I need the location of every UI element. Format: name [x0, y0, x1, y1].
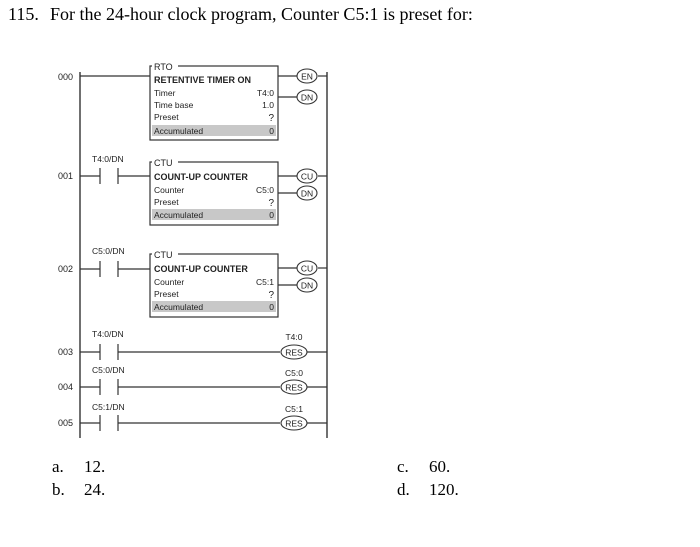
output-label: DN [300, 92, 314, 103]
contact-label: T4:0/DN [92, 154, 124, 164]
rung-number: 002 [58, 264, 74, 274]
output-label: CU [300, 263, 314, 274]
block-row-value: C5:0 [256, 185, 274, 195]
block-row-value: C5:1 [256, 277, 274, 287]
reset-address: C5:1 [285, 404, 303, 414]
no-contact [100, 261, 118, 277]
block-row-label: Preset [154, 289, 179, 299]
block-row-label: Preset [154, 112, 179, 122]
rung-005 [58, 402, 327, 431]
question-stem: For the 24-hour clock program, Counter C5:1 is preset for: [50, 4, 473, 24]
output-label: CU [300, 171, 314, 182]
ctu-block-c5-1 [150, 250, 278, 317]
block-row-value: ? [268, 290, 274, 301]
answer-option-a[interactable] [52, 457, 105, 477]
block-type: CTU [154, 250, 173, 260]
contact-label: C5:0/DN [92, 246, 125, 256]
block-row-value: T4:0 [256, 88, 274, 98]
answer-letter: c. [397, 457, 409, 476]
rung-number: 005 [58, 418, 74, 428]
block-row-value: 0 [269, 302, 274, 312]
res-coil [281, 416, 307, 430]
answer-letter: b. [52, 480, 65, 499]
ctu-block-c5-0 [150, 158, 278, 225]
contact-label: T4:0/DN [92, 329, 124, 339]
cu-output [297, 261, 317, 275]
res-coil [281, 345, 307, 359]
rung-number: 001 [58, 171, 74, 181]
block-row-label: Time base [154, 100, 194, 110]
block-row-value: 0 [269, 126, 274, 136]
reset-address: T4:0 [285, 332, 303, 342]
dn-output [297, 278, 317, 292]
no-contact [100, 379, 118, 395]
rung-number: 004 [58, 382, 74, 392]
answer-option-c[interactable] [397, 457, 450, 477]
block-row-value: 0 [269, 210, 274, 220]
no-contact [100, 344, 118, 360]
rung-003 [58, 329, 327, 360]
output-label: EN [301, 71, 313, 82]
contact-label: C5:1/DN [92, 402, 125, 412]
contact-label: C5:0/DN [92, 365, 125, 375]
cu-output [297, 169, 317, 183]
block-row-value: 1.0 [262, 100, 274, 110]
answer-option-d[interactable] [397, 480, 459, 500]
answer-letter: d. [397, 480, 410, 499]
coil-label: RES [285, 347, 303, 358]
rung-number: 003 [58, 347, 74, 357]
block-row-label: Preset [154, 197, 179, 207]
rung-number: 000 [58, 72, 74, 82]
answer-text: 120. [429, 480, 459, 499]
block-row-label: Accumulated [154, 302, 204, 312]
dn-output [297, 186, 317, 200]
block-row-value: ? [268, 113, 274, 124]
coil-label: RES [285, 418, 303, 429]
no-contact [100, 415, 118, 431]
rung-001 [58, 154, 327, 225]
answer-letter: a. [52, 457, 64, 476]
output-label: DN [300, 280, 314, 291]
output-label: DN [300, 188, 314, 199]
block-title: COUNT-UP COUNTER [154, 172, 248, 182]
answer-text: 24. [84, 480, 106, 499]
no-contact [100, 168, 118, 184]
dn-output [297, 90, 317, 104]
block-row-label: Counter [154, 185, 185, 195]
answer-option-b[interactable] [52, 480, 105, 500]
block-row-label: Counter [154, 277, 185, 287]
reset-address: C5:0 [285, 368, 303, 378]
block-row-label: Timer [154, 88, 176, 98]
block-title: COUNT-UP COUNTER [154, 264, 248, 274]
rung-002 [58, 246, 327, 317]
block-row-label: Accumulated [154, 210, 204, 220]
answer-text: 12. [84, 457, 106, 476]
question-number: 115. [8, 4, 39, 24]
en-output [297, 69, 317, 83]
block-row-value: ? [268, 198, 274, 209]
block-type: RTO [154, 62, 173, 72]
coil-label: RES [285, 382, 303, 393]
rung-004 [58, 365, 327, 395]
block-row-label: Accumulated [154, 126, 204, 136]
rto-block [150, 62, 278, 140]
res-coil [281, 380, 307, 394]
block-type: CTU [154, 158, 173, 168]
answer-text: 60. [429, 457, 451, 476]
rung-000 [58, 62, 327, 140]
block-title: RETENTIVE TIMER ON [154, 75, 252, 85]
